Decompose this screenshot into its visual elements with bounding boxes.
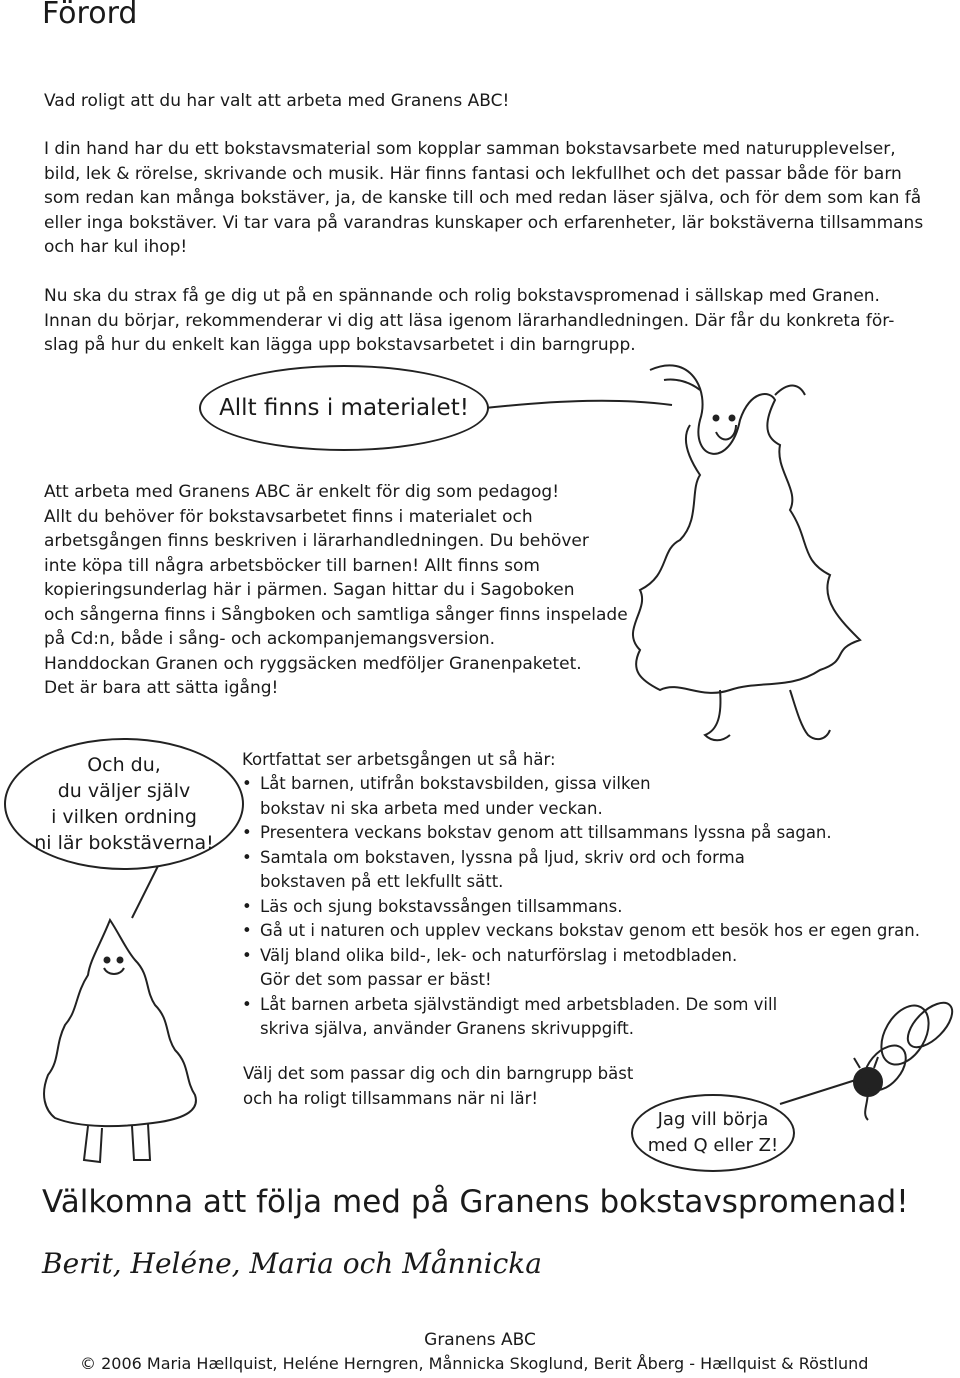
speech-tail-order	[132, 866, 158, 918]
page-title: Förord	[42, 0, 138, 31]
workflow-item: • Välj bland olika bild-, lek- och naturförslag i metodbladen. Gör det som passar er bäst!	[242, 944, 932, 993]
speech-tail-material	[485, 401, 672, 408]
welcome-heading: Välkomna att följa med på Granens bokstavspromenad!	[42, 1184, 909, 1220]
workflow-item: • Läs och sjung bokstavssången tillsammans.	[242, 895, 932, 920]
workflow-item: • Presentera veckans bokstav genom att tillsammans lyssna på sagan.	[242, 821, 932, 846]
pedagog-paragraph: Att arbeta med Granens ABC är enkelt för dig som pedagog! Allt du behöver för bokstavsarbetet finns i materialet och arbetsgången finns beskriven i lärarhandledningen. Du behöver inte köpa till några arbetsböcker till barnen! Allt finns som kopieringsunderlag här i pärmen. Sagan hittar du i Sagoboken och sångerna finns i Sångboken och samtliga sånger finns inspelade på Cd:n, både i sång- och ackompanjemangsversion. Handdockan Granen och ryggsäcken medföljer Granenpaketet. Det är bara att sätta igång!	[44, 482, 628, 698]
speech-bubble-order: Och du, du väljer själv i vilken ordning ni lär bokstäverna!	[4, 738, 244, 870]
footer-title: Granens ABC	[424, 1330, 536, 1350]
copyright-notice: © 2006 Maria Hællquist, Heléne Herngren, Månnicka Skoglund, Berit Åberg - Hællquist & Röstlund	[80, 1354, 869, 1373]
workflow-item: • Gå ut i naturen och upplev veckans bokstav genom ett besök hos er egen gran.	[242, 919, 932, 944]
speech-tail-bee	[780, 1078, 862, 1104]
authors-signature: Berit, Heléne, Maria och Månnicka	[42, 1247, 542, 1280]
speech-bubble-bee: Jag vill börja med Q eller Z!	[631, 1094, 795, 1172]
workflow-item: • Låt barnen, utifrån bokstavsbilden, gissa vilken bokstav ni ska arbeta med under veckan.	[242, 772, 932, 821]
speech-bubble-material: Allt finns i materialet!	[199, 365, 489, 451]
workflow-closing: Välj det som passar dig och din barngrupp bäst och ha roligt tillsammans när ni lär!	[243, 1064, 634, 1108]
intro-paragraph: Vad roligt att du har valt att arbeta med Granens ABC!	[44, 91, 510, 111]
walk-paragraph: Nu ska du strax få ge dig ut på en spännande och rolig bokstavspromenad i sällskap med Granen. Innan du börjar, rekommenderar vi dig att läsa igenom lärarhandledningen. Där får du konkreta för- slag på hur du enkelt kan lägga upp bokstavsarbetet i din barngrupp.	[44, 286, 895, 355]
workflow-item: • Samtala om bokstaven, lyssna på ljud, skriv ord och forma bokstaven på ett lekfullt sätt.	[242, 846, 932, 895]
workflow-list	[242, 772, 932, 1042]
dancing-tree-illustration	[633, 365, 860, 740]
workflow-item: • Låt barnen arbeta självständigt med arbetsbladen. De som vill skriva själva, använder Granens skrivuppgift.	[242, 993, 932, 1042]
workflow-intro: Kortfattat ser arbetsgången ut så här:	[242, 750, 556, 769]
standing-tree-illustration	[44, 920, 196, 1162]
material-paragraph: I din hand har du ett bokstavsmaterial som kopplar samman bokstavsarbete med naturupplevelser, bild, lek & rörelse, skrivande och musik. Här finns fantasi och lekfullhet och det passar både för barn som redan kan många bokstäver, ja, de kanske till och med redan läser själva, och för dem som kan få eller inga bokstäver. Vi tar vara på varandras kunskaper och erfarenheter, lär bokstäverna tillsammans och har kul ihop!	[44, 139, 924, 257]
